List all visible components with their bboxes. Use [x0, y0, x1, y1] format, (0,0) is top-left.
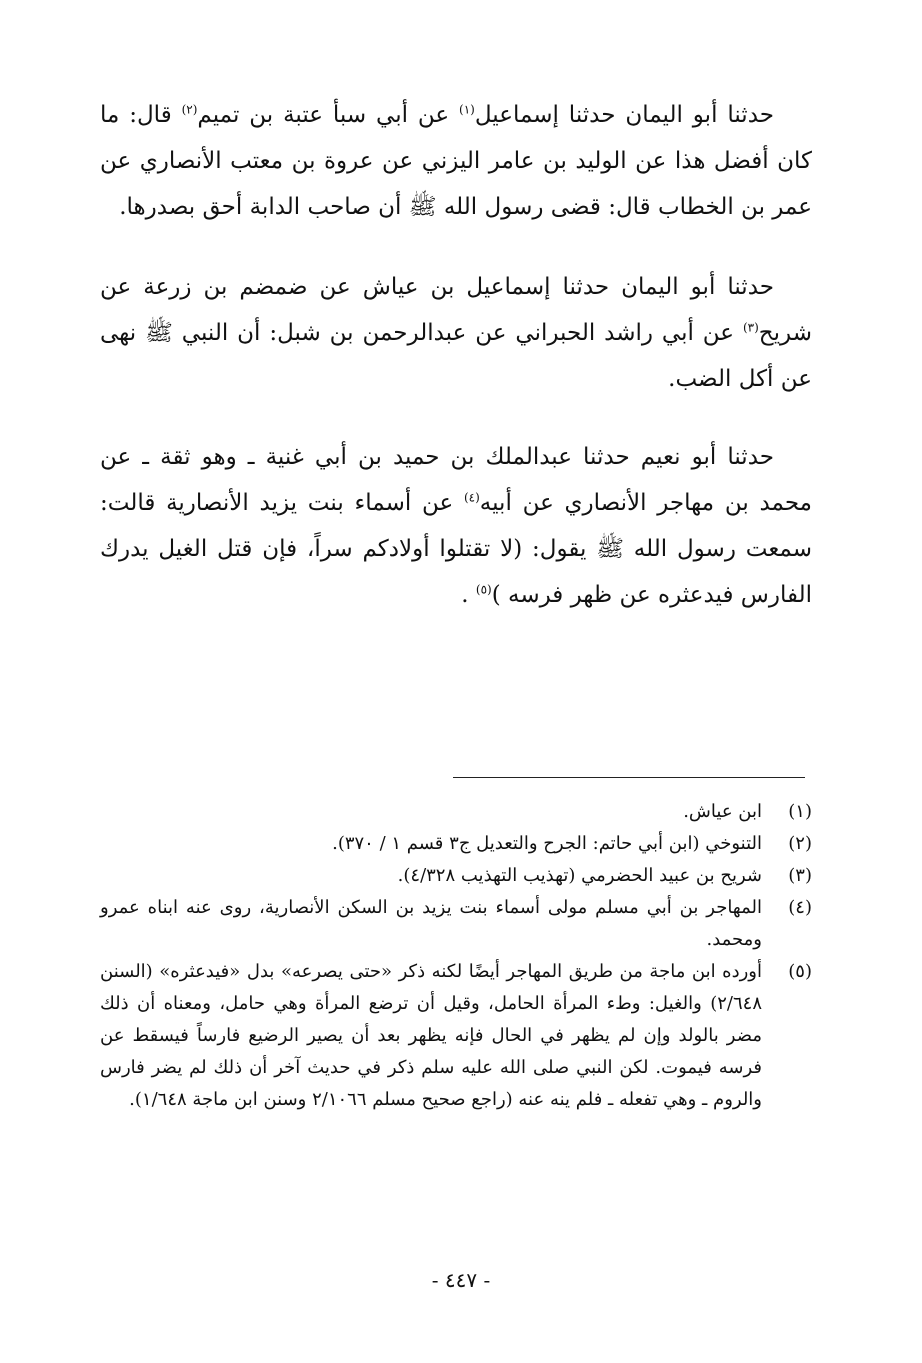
footnote-text: المهاجر بن أبي مسلم مولى أسماء بنت يزيد بن السكن الأنصارية، روى عنه ابناه عمرو ومحمد. — [100, 897, 762, 950]
footnote-number: (٤) — [788, 897, 812, 918]
footnote-text: ابن عياش. — [683, 801, 762, 822]
footnote-3 — [100, 860, 812, 892]
hadith-paragraph-1 — [100, 92, 812, 230]
footnote-text: أورده ابن ماجة من طريق المهاجر أيضًا لكنه ذكر «حتى يصرعه» بدل «فيدعثره» (السنن ٢/٦٤٨) والغيل: وطء المرأة الحامل، وقيل أن ترضع المرأة وهي حامل، ومعناه أن ذلك مضر بالولد وإن لم يظهر في الحال فإنه يظهر بعد أن يصير الرضيع فارساً فيسقط عن فرسه فيموت. لكن النبي صلى الله عليه سلم ذكر في حديث آخر أن ذلك لم يضر فارس والروم ـ وهي تفعله ـ فلم ينه عنه (راجع صحيح مسلم ٢/١٠٦٦ وسنن ابن ماجة ١/٦٤٨). — [100, 961, 762, 1110]
footnote-5 — [100, 956, 812, 1116]
footnote-ref-2: (٢) — [181, 102, 198, 117]
paragraph-text: عن أبي راشد الحبراني عن عبدالرحمن بن شبل: أن النبي ﷺ نهى عن أكل الضب. — [100, 320, 812, 392]
paragraph-text: عن أسماء بنت يزيد الأنصارية قالت: سمعت رسول الله ﷺ يقول: (لا تقتلوا أولادكم سراً، فإن قتل الغيل يدرك الفارس فيدعثره عن ظهر فرسه ) — [100, 490, 812, 608]
footnote-divider — [453, 777, 805, 778]
main-text — [100, 92, 812, 618]
paragraph-text: . — [461, 582, 476, 608]
footnote-4 — [100, 892, 812, 956]
footnote-ref-4: (٤) — [463, 490, 480, 505]
paragraph-text: حدثنا أبو نعيم حدثنا عبدالملك بن حميد بن أبي غنية ـ وهو ثقة ـ عن محمد بن مهاجر الأنصاري عن أبيه — [100, 444, 812, 516]
hadith-paragraph-3 — [100, 434, 812, 618]
footnote-ref-3: (٣) — [742, 320, 759, 335]
paragraph-text: حدثنا أبو اليمان حدثنا إسماعيل — [474, 102, 774, 128]
footnote-ref-5: (٥) — [475, 582, 492, 597]
footnote-ref-1: (١) — [459, 102, 475, 117]
footnote-1 — [100, 796, 812, 828]
footnote-text: التنوخي (ابن أبي حاتم: الجرح والتعديل ج٣ قسم ١ / ٣٧٠). — [332, 833, 762, 854]
footnote-number: (١) — [788, 801, 812, 822]
paragraph-text: قال: ما كان أفضل هذا عن الوليد بن عامر اليزني عن عروة بن معتب الأنصاري عن عمر بن الخطاب قال: قضى رسول الله ﷺ أن صاحب الدابة أحق بصدرها. — [100, 102, 812, 220]
hadith-paragraph-2 — [100, 264, 812, 402]
paragraph-text: عن أبي سبأ عتبة بن تميم — [197, 102, 460, 128]
paragraph-text: حدثنا أبو اليمان حدثنا إسماعيل بن عياش عن ضمضم بن زرعة عن شريح — [100, 274, 812, 346]
footnote-number: (٢) — [788, 833, 812, 854]
page-number: - ٤٤٧ - — [431, 1268, 491, 1292]
footnote-number: (٥) — [788, 961, 812, 982]
footnotes — [100, 796, 812, 1116]
footnote-2 — [100, 828, 812, 860]
footnote-number: (٣) — [788, 865, 812, 886]
footnote-text: شريح بن عبيد الحضرمي (تهذيب التهذيب ٤/٣٢٨). — [397, 865, 762, 886]
